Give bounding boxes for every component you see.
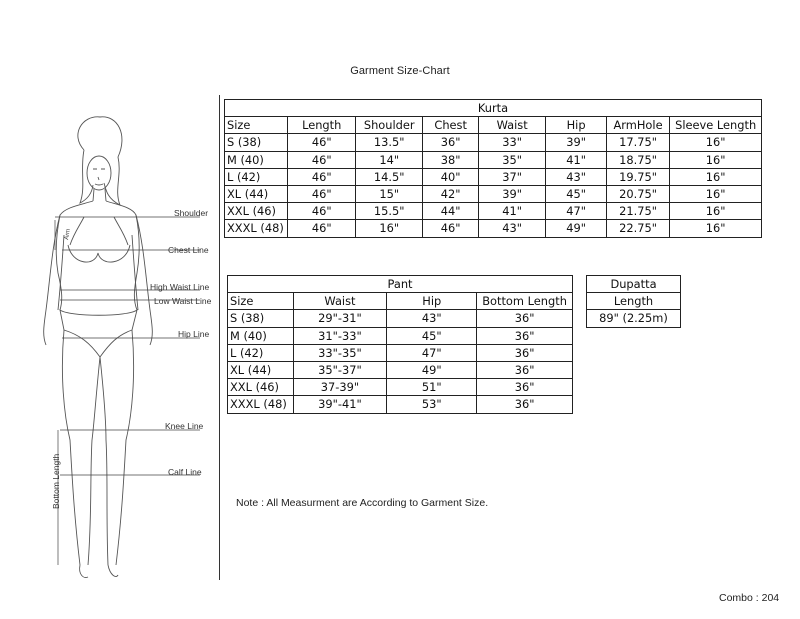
- bottom-length-cell: 36": [477, 310, 573, 327]
- dupatta-length-cell: 89" (2.25m): [587, 310, 681, 327]
- table-row: [225, 134, 762, 151]
- table-row: [228, 361, 573, 378]
- length-cell: 46": [288, 185, 356, 202]
- kurta-header-size: Size: [225, 117, 288, 134]
- arm-label: Arm: [64, 228, 72, 241]
- kurta-header-row: [225, 117, 762, 134]
- armhole-cell: 20.75": [606, 185, 669, 202]
- size-cell: XL (44): [225, 185, 288, 202]
- length-cell: 46": [288, 168, 356, 185]
- sleeve-length-cell: 16": [670, 203, 762, 220]
- pant-header-size: Size: [228, 293, 294, 310]
- hip-cell: 39": [546, 134, 606, 151]
- table-row: [225, 168, 762, 185]
- waist-cell: 31"-33": [293, 327, 387, 344]
- waist-cell: 33"-35": [293, 344, 387, 361]
- length-cell: 46": [288, 134, 356, 151]
- table-row: [225, 203, 762, 220]
- shoulder-cell: 14": [355, 151, 423, 168]
- bottom-length-cell: 36": [477, 344, 573, 361]
- waist-cell: 35"-37": [293, 361, 387, 378]
- hip-line-label: Hip Line: [178, 329, 210, 339]
- size-cell: L (42): [228, 344, 294, 361]
- size-cell: XXL (46): [228, 379, 294, 396]
- shoulder-label: Shoulder: [174, 208, 209, 218]
- hip-cell: 47": [546, 203, 606, 220]
- bottom-length-label: Bottom Length: [51, 453, 61, 509]
- kurta-header-waist: Waist: [478, 117, 546, 134]
- hip-cell: 45": [387, 327, 477, 344]
- chest-cell: 46": [423, 220, 478, 237]
- sleeve-length-cell: 16": [670, 185, 762, 202]
- measurement-note: Note : All Measurment are According to Garment Size.: [236, 497, 489, 509]
- armhole-cell: 18.75": [606, 151, 669, 168]
- chest-line-label: Chest Line: [168, 245, 209, 255]
- divider-line: [219, 95, 220, 580]
- size-cell: S (38): [228, 310, 294, 327]
- size-cell: XXL (46): [225, 203, 288, 220]
- bottom-length-cell: 36": [477, 379, 573, 396]
- hip-cell: 43": [387, 310, 477, 327]
- table-row: [225, 185, 762, 202]
- pant-title: Pant: [228, 276, 573, 293]
- chest-cell: 38": [423, 151, 478, 168]
- length-cell: 46": [288, 151, 356, 168]
- shoulder-cell: 15": [355, 185, 423, 202]
- table-row: [225, 151, 762, 168]
- chest-cell: 42": [423, 185, 478, 202]
- chest-cell: 40": [423, 168, 478, 185]
- shoulder-cell: 13.5": [355, 134, 423, 151]
- waist-cell: 41": [478, 203, 546, 220]
- kurta-title: Kurta: [225, 100, 762, 117]
- hip-cell: 41": [546, 151, 606, 168]
- waist-cell: 37": [478, 168, 546, 185]
- sleeve-length-cell: 16": [670, 134, 762, 151]
- pant-header-bottom-length: Bottom Length: [477, 293, 573, 310]
- table-row: [228, 379, 573, 396]
- pant-header-hip: Hip: [387, 293, 477, 310]
- size-cell: XXXL (48): [228, 396, 294, 413]
- size-cell: XL (44): [228, 361, 294, 378]
- waist-cell: 39"-41": [293, 396, 387, 413]
- hip-cell: 49": [546, 220, 606, 237]
- low-waist-line-label: Low Waist Line: [154, 296, 212, 306]
- hip-cell: 43": [546, 168, 606, 185]
- armhole-cell: 19.75": [606, 168, 669, 185]
- length-cell: 46": [288, 220, 356, 237]
- sleeve-length-cell: 16": [670, 151, 762, 168]
- waist-cell: 39": [478, 185, 546, 202]
- waist-cell: 29"-31": [293, 310, 387, 327]
- table-row: [228, 344, 573, 361]
- waist-cell: 35": [478, 151, 546, 168]
- armhole-cell: 22.75": [606, 220, 669, 237]
- kurta-size-table: [224, 99, 762, 238]
- dupatta-header-length: Length: [587, 293, 681, 310]
- hip-cell: 51": [387, 379, 477, 396]
- hip-cell: 49": [387, 361, 477, 378]
- table-row: [228, 327, 573, 344]
- pant-header-row: [228, 293, 573, 310]
- hip-cell: 47": [387, 344, 477, 361]
- armhole-cell: 17.75": [606, 134, 669, 151]
- kurta-header-chest: Chest: [423, 117, 478, 134]
- chest-cell: 36": [423, 134, 478, 151]
- size-cell: XXXL (48): [225, 220, 288, 237]
- shoulder-cell: 16": [355, 220, 423, 237]
- kurta-header-length: Length: [288, 117, 356, 134]
- shoulder-cell: 14.5": [355, 168, 423, 185]
- combo-code: Combo : 204: [719, 592, 780, 604]
- bottom-length-cell: 36": [477, 396, 573, 413]
- chest-cell: 44": [423, 203, 478, 220]
- table-row: [225, 220, 762, 237]
- kurta-header-shoulder: Shoulder: [355, 117, 423, 134]
- dupatta-title: Dupatta: [587, 276, 681, 293]
- body-silhouette-illustration: [0, 95, 225, 585]
- kurta-header-hip: Hip: [546, 117, 606, 134]
- calf-line-label: Calf Line: [168, 467, 202, 477]
- sleeve-length-cell: 16": [670, 168, 762, 185]
- size-cell: M (40): [228, 327, 294, 344]
- bottom-length-cell: 36": [477, 327, 573, 344]
- size-cell: M (40): [225, 151, 288, 168]
- length-cell: 46": [288, 203, 356, 220]
- chart-title: Garment Size-Chart: [350, 65, 450, 77]
- shoulder-cell: 15.5": [355, 203, 423, 220]
- size-cell: S (38): [225, 134, 288, 151]
- pant-header-waist: Waist: [293, 293, 387, 310]
- waist-cell: 33": [478, 134, 546, 151]
- hip-cell: 45": [546, 185, 606, 202]
- table-row: [228, 396, 573, 413]
- sleeve-length-cell: 16": [670, 220, 762, 237]
- hip-cell: 53": [387, 396, 477, 413]
- size-cell: L (42): [225, 168, 288, 185]
- dupatta-size-table: [586, 275, 681, 328]
- kurta-header-armhole: ArmHole: [606, 117, 669, 134]
- table-row: [228, 310, 573, 327]
- body-measurement-figure: [0, 95, 225, 585]
- waist-cell: 43": [478, 220, 546, 237]
- pant-size-table: [227, 275, 573, 414]
- waist-cell: 37-39": [293, 379, 387, 396]
- kurta-header-sleeve-length: Sleeve Length: [670, 117, 762, 134]
- high-waist-line-label: High Waist Line: [150, 282, 210, 292]
- armhole-cell: 21.75": [606, 203, 669, 220]
- bottom-length-cell: 36": [477, 361, 573, 378]
- knee-line-label: Knee Line: [165, 421, 204, 431]
